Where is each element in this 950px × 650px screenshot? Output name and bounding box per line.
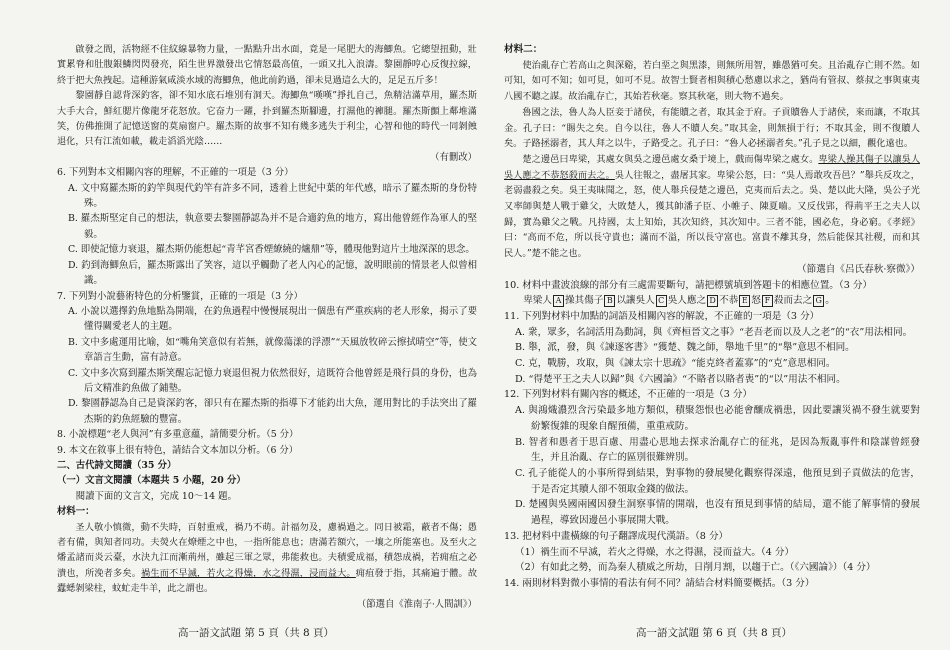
paragraph-part: 楚之邊邑曰卑梁，其處女與吳之邊邑處女桑于境上，戲而傷卑梁之處女。	[522, 153, 819, 165]
option-7d: D. 黎園靜認為自己是資深釣客，卻只有在羅杰斯的指導下才能釣出大魚，運用對比的手法突出了羅杰斯的釣魚經驗的豐富。	[68, 398, 477, 425]
answer-box-c: C	[656, 295, 667, 307]
option-7c: C. 文中多次寫到羅杰斯笑醒忘記憶力衰退但視力依然很好，這既符合他曾經是飛行員的身份，也為后文精准釣魚做了鋪墊。	[68, 367, 477, 394]
material-two-label: 材料二：	[504, 44, 543, 55]
answer-box-b: B	[604, 295, 615, 307]
question-13-part-2: （2）有如此之勢，而為秦人積威之所劫，日削月割，以趨于亡。（《六國論》）（4 分）	[515, 562, 876, 574]
punctuation-exercise: 卑梁人 A 操其傷子 B 以讓吳人 C 吳人應之 D 不恭 E 怒 F 殺而去之 G 。	[523, 295, 835, 307]
reading-paragraph: 啟發之間，活物經不住紋線暴物力量，一點點升出水面，竟是一尾肥大的海鯽魚。它總望扭動，壯實累脊和肚腹銀鱗閃閃發亮，陌生世界激發出它情怒最高值，一頭又扎入浪濤。黎園靜哼心反復拉線，終于把大魚拽起。這種游氣咸淡水域的海鯽魚，他此前釣過，卻未見過這么大的，足足五斤多！	[57, 44, 477, 86]
page-right-column	[504, 42, 920, 592]
option-11b: B. 舉，派，發，與《諫逐客書》“獲楚、魏之師，舉地千里”的“舉”意思不相同。	[515, 342, 855, 354]
material-two-paragraph: 魯國之法，魯人為人臣妾于諸侯，有能贖之者，取其金于府。子貢贖魯人于諸侯，來而讓，不取其金。孔子曰：“賜失之矣。自今以往，魯人不贖人矣。”取其金，則無損于行；不取其金，則不復贖人矣。子路拯溺者，其人拜之以牛，子路受之。孔子曰：“魯人必拯溺者矣。”孔子見之以細，觀化遠也。	[504, 106, 920, 150]
question-12: 12. 下列對材料有關內容的概述，不正確的一項是（3 分）	[504, 389, 753, 401]
option-6c: C. 即使記憶力衰退，羅杰斯仍能想起“青芊宮香煙繚繞的爐鼎”等，體現他對這片土地深深的思念。	[68, 244, 475, 256]
option-11d: D. “得楚平王之夫人以歸”與《六國論》“不賂者以賂者喪”的“以”用法不相同。	[515, 373, 846, 385]
answer-box-d: D	[707, 295, 718, 307]
page-left-column	[57, 42, 477, 612]
answer-box-g: G	[813, 295, 824, 307]
question-14: 14. 兩則材料對微小事情的看法有何不同？請結合材料簡要概括。（3 分）	[504, 577, 815, 589]
option-11a: A. 衆，眾多，名詞活用為動詞，與《齊桓晉文之事》“老吾老而以及人之老”的“衣”用法相同。	[515, 326, 913, 338]
source-note: （有刪改）	[430, 151, 477, 163]
page-footer-right: 高一語文試題 第 6 頁（共 8 頁）	[636, 627, 793, 639]
material-two-paragraph	[504, 152, 920, 262]
material-one-label: 材料一：	[57, 506, 95, 518]
question-9: 9. 本文在敘事上很有特色，請結合文本加以分析。（6 分）	[57, 444, 299, 456]
option-6d: D. 釣到海鯽魚后，羅杰斯露出了笑容，這以乎觸動了老人內心的記憶，說明眼前的情景老人似曾相識。	[68, 259, 477, 287]
question-7: 7. 下列對小說藝術特色的分析鑒賞，正確的一項是（3 分）	[57, 290, 303, 302]
paragraph-part: 吳人往報之，盡屠其家。卑梁公怒，曰：“吳人焉敢攻吾邑？”舉兵反攻之，老弱盡殺之矣。吳王夷昧聞之，怒，使人舉兵侵楚之邊邑，克夷而后去之。吳、楚以此大隆，吳公子光又率師與楚人戰于雞父，大敗楚人，獲其帥潘子臣、小帷子、陳夏嚙。又反伐郢，得荊平王之夫人以歸，實為雞父之戰。凡持國，太上知始，其次知終，其次知中。三者不能，國必危，身必窮。《孝經》曰：“高而不危，所以長守貴也；滿而不溢，所以長守富也。富貴不離其身，然后能保其社稷，而和其民人。”楚不能之也。	[504, 169, 920, 260]
option-12d: D. 楚國與吳國兩國因發生洞察事情的開端，也沒有預見到事情的結局，還不能了解事情的發展過程，導致因邊邑小事展開大戰。	[515, 499, 920, 527]
option-6a: A. 文中寫羅杰斯的釣竿與現代釣竿有許多不同，透着上世紀中葉的年代感，暗示了羅杰斯的身份特殊。	[68, 182, 477, 210]
question-11: 11. 下列對材料中加點的詞語及相關內容的解說，不正確的一項是（3 分）	[504, 310, 820, 322]
material-one-part-c: 痈疽發于指，其痛遍于體。故蠹蟋剝梁柱，蚊虻走牛羊，此之謂也。	[57, 567, 478, 595]
option-7a: A. 小說以選擇釣魚地點為開端，在釣魚過程中慢慢展現出一個患有严重疾病的老人形象，揭示了要懂得關愛老人的主題。	[68, 305, 477, 333]
answer-box-a: A	[553, 295, 564, 307]
source-note: （節選自《呂氏春秋·察微》）	[797, 263, 920, 275]
option-7b: B. 文中多處運用比喻，如“嘴角笑意似有若無，就像蕩漾的浮漂”“天風放牧碎云擦拭晴空”等，使文章語言生動，富有詩意。	[68, 336, 477, 364]
reading-paragraph: 黎園靜自認背深釣客，卻不知水底石堆別有洞天。海鯽魚“嘆嘆”掙扎自己，魚精洁滿草用，羅杰斯大手大合，鮮紅腮片像龍牙花怒放。它奋力一躍，扑到羅杰斯腳邊，打濕他的褲腿。羅杰斯顫上鄰堆滿笑，仿佛推開了記憶送窗的莫扇窗户。羅杰斯的故事不知有幾多逃失于利尘，心智和他的時代一同剝蝕退化，只有江流如載，載走滔滔光陰……	[57, 90, 477, 148]
question-8: 8. 小說標題“老人與河”有多重意蘊，請簡要分析。（5 分）	[57, 429, 299, 441]
question-10: 10. 材料中畫波浪線的部分有三處需要斷句，請把標號填到答題卡的相應位置。（3 分）	[504, 279, 873, 291]
page-footer-left: 高一語文試題 第 5 頁（共 8 頁）	[178, 627, 335, 639]
section-heading: 二、古代詩文閱讀（35 分）	[57, 459, 177, 471]
option-6b: B. 羅杰斯堅定自己的想法，執意要去黎園靜認為并不是合適釣魚的地方，寫出他曾經作為軍人的堅毅。	[68, 213, 477, 240]
answer-box-f: F	[762, 295, 773, 307]
source-note: （節選自《淮南子·人間訓》）	[356, 598, 477, 610]
material-one-text	[57, 520, 477, 597]
instructions: 閱讀下面的文言文，完成 10～14 題。	[75, 490, 237, 502]
subsection-heading: （一）文言文閱讀（本題共 5 小題，20 分）	[57, 475, 246, 487]
question-13: 13. 把材料中畫橫線的句子翻譯成現代漢語。（8 分）	[504, 530, 729, 542]
material-one-part-a: 圣人敬小慎微，動不失時，百射重戒，禍乃不萌。計福勿及，慮禍過之。同日被霜，蔽者不傷；愚者有備，與知者同功。夫熒火在燎煙之中也，一指所能息也；唐滿若額穴，一壤之所能塞也。及至火之燔孟諸而炎云臺，水決九江而漸荊州，雖起三軍之眾，弗能救也。夫積愛成福，積怨成禍，若痈疽之必潰也，所浼者多矣。	[57, 521, 477, 579]
wavy-underlined-sentence: 卑梁人操其傷子以讓吳人吳人應之不恭怒殺而去之。	[504, 153, 921, 181]
option-12a: A. 與鴻熾濃烈含污染最多地方類似，積聚怨恨也必能會釀成禍患，因此要讓災禍不發生就要對紛繁復雜的現象自醒預備，重重戒防。	[515, 405, 920, 432]
question-6: 6. 下列對本文相關內容的理解，不正確的一項是（3 分）	[57, 167, 294, 179]
option-12c: C. 孔子能從人的小事所得到結果，對事物的發展變化觀察得深遠，他預見到子貢做法的危害，于是否定其贖人卻不領取金錢的做法。	[515, 467, 920, 495]
question-13-part-1: （1）禍生而不早滅，若火之得燥，水之得濕，浸而益大。（4 分）	[515, 546, 795, 558]
material-two-paragraph: 使治亂存亡若高山之與深谿，若白堊之與黑漆，則無所用智，雖愚猶可矣。且治亂存亡則不然。如可知，如可不知；如可見，如可不見。故智士賢者相與積心愁慮以求之，猶尚有管叔、蔡叔之事與東夷八國不聽之謀。故治亂存亡，其始若秋毫。察其秋毫，則大物不過矣。	[504, 59, 920, 103]
answer-box-e: E	[739, 295, 750, 307]
underlined-sentence: 禍生而不早滅，若火之得燥，水之得濕，浸而益大。	[141, 567, 356, 579]
option-11c: C. 克，戰勝，攻取，與《諫太宗十思疏》“能克終者蓋寡”的“克”意思相同。	[515, 358, 836, 370]
option-12b: B. 智者和愚者于思百慮、用盡心思地去探求治亂存亡的征兆，是因為叛亂事件和陰謀曾經發生，并且治亂、存亡的區別很難辨別。	[515, 436, 920, 464]
